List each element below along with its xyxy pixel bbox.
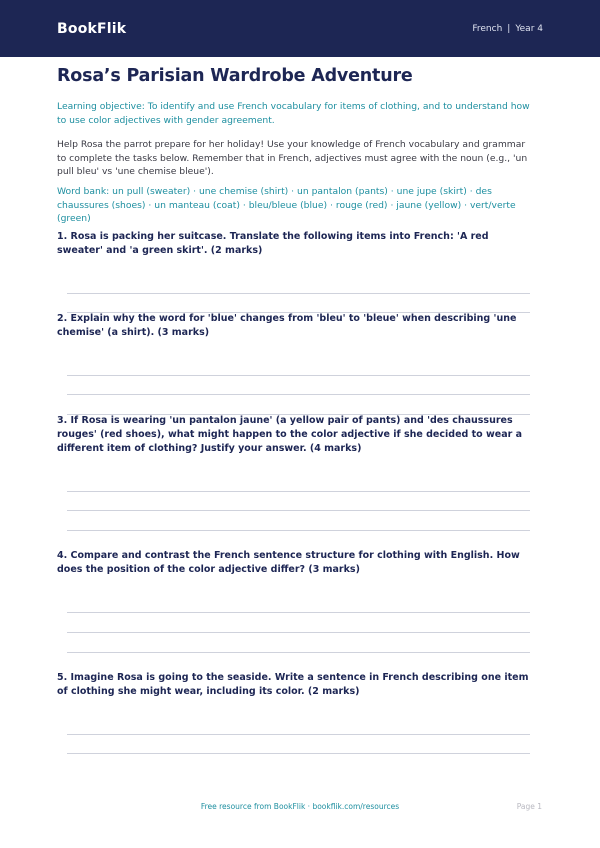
answer-line[interactable] [67, 632, 530, 633]
brand-logo-text: BookFlik [57, 20, 127, 37]
answer-line[interactable] [67, 394, 530, 395]
answer-line[interactable] [67, 491, 530, 492]
year-label: Year 4 [515, 23, 543, 34]
page-footer [0, 802, 600, 814]
page-number: Page 1 [516, 802, 542, 811]
intro-paragraph: Help Rosa the parrot prepare for her holiday! Use your knowledge of French vocabulary and grammar to complete the tasks below. Remember that in French, adjectives must agree with the noun (e.g., 'un pull bleu' vs 'une chemise bleue'). [57, 139, 528, 177]
subject-label: French [472, 23, 503, 34]
answer-line[interactable] [67, 510, 530, 511]
answer-line[interactable] [67, 652, 530, 653]
question-2: 2. Explain why the word for 'blue' changes from 'bleu' to 'bleue' when describing 'une chemise' (a shirt). (3 marks) [57, 313, 517, 338]
question-4: 4. Compare and contrast the French sentence structure for clothing with English. How does the position of the color adjective differ? (3 marks) [57, 550, 520, 575]
answer-line[interactable] [67, 734, 530, 735]
word-bank: Word bank: un pull (sweater) · une chemise (shirt) · un pantalon (pants) · une jupe (skirt) · des chaussures (shoes) · un manteau (coat) · bleu/bleue (blue) · rouge (red) · jaune (yellow) · vert/verte (green) [57, 186, 516, 224]
question-3: 3. If Rosa is wearing 'un pantalon jaune' (a yellow pair of pants) and 'des chaussures rouges' (red shoes), what might happen to the color adjective if she decided to wear a different item of clothing? Justify your answer. (4 marks) [57, 415, 523, 454]
learning-objective: Learning objective: To identify and use French vocabulary for items of clothing, and to understand how to use color adjectives with gender agreement. [57, 101, 530, 126]
answer-line[interactable] [67, 375, 530, 376]
answer-line[interactable] [67, 293, 530, 294]
footer-resource-link[interactable]: Free resource from BookFlik · bookflik.com/resources [200, 802, 400, 811]
question-5: 5. Imagine Rosa is going to the seaside. Write a sentence in French describing one item of clothing she might wear, including its color. (2 marks) [57, 672, 529, 697]
subject-year-label [472, 24, 543, 34]
question-1: 1. Rosa is packing her suitcase. Translate the following items into French: 'A red sweater' and 'a green skirt'. (2 marks) [57, 231, 489, 256]
worksheet-title: Rosa’s Parisian Wardrobe Adventure [57, 66, 413, 86]
meta-separator: | [507, 23, 511, 34]
page-header [0, 0, 600, 57]
answer-line[interactable] [67, 612, 530, 613]
answer-line[interactable] [67, 753, 530, 754]
answer-line[interactable] [67, 530, 530, 531]
